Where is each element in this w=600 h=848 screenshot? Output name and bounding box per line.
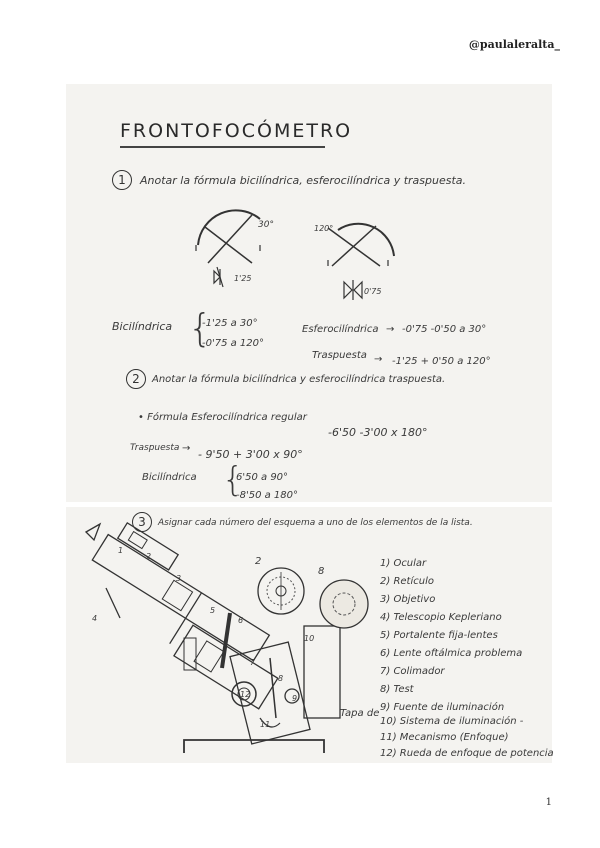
- answer-list-item-11: 11) Mecanismo (Enfoque): [380, 732, 509, 743]
- fig1-angle-label: 30°: [258, 220, 274, 230]
- ex1-esfero-value: -0'75 -0'50 a 30°: [402, 324, 487, 335]
- axis-line-b: [208, 215, 252, 263]
- axis-line-d: [332, 226, 376, 266]
- exercise-1-statement: Anotar la fórmula bicilíndrica, esferocilíndrica y traspuesta.: [140, 174, 467, 187]
- answer-list-item-4: 4) Telescopio Kepleriano: [380, 612, 502, 623]
- exercise-3-number: 3: [132, 512, 152, 532]
- diagram-label-4: 4: [92, 614, 98, 623]
- exercise-2-number: 2: [126, 369, 146, 389]
- ex1-traspuesta-arrow: →: [374, 354, 383, 365]
- title-underline: [120, 146, 325, 148]
- answer-list-item-6: 6) Lente oftálmica problema: [380, 648, 523, 659]
- ex1-esfero-arrow: →: [386, 324, 395, 335]
- answer-list-item-10: 10) Sistema de iluminación -: [380, 716, 524, 727]
- answer-list-item-9: 9) Fuente de iluminación: [380, 702, 505, 713]
- diagram-label-1: 1: [118, 546, 124, 555]
- answer-list-item-2: 2) Retículo: [380, 576, 434, 587]
- disk-label-8: 8: [318, 566, 325, 577]
- ex1-brace: {: [188, 306, 213, 350]
- diagram-label-6: 6: [238, 616, 244, 625]
- answer-list-item-3: 3) Objetivo: [380, 594, 436, 605]
- exercise-1-number: 1: [112, 170, 132, 190]
- answer-side-note: Tapa de: [340, 708, 380, 719]
- answer-list-item-8: 8) Test: [380, 684, 414, 695]
- page-number: 1: [545, 797, 552, 808]
- diagram-label-12: 12: [240, 690, 251, 699]
- ex1-esfero-label: Esferocilíndrica: [302, 324, 379, 335]
- ex1-bicilindrica-label: Bicilíndrica: [112, 320, 173, 333]
- answer-list-item-5: 5) Portalente fija-lentes: [380, 630, 498, 641]
- diagram-label-10: 10: [304, 634, 315, 643]
- ex1-traspuesta-value: -1'25 + 0'50 a 120°: [392, 356, 491, 367]
- fig2-angle-label: 120°: [314, 224, 334, 233]
- answer-list-item-1: 1) Ocular: [380, 558, 427, 569]
- exercise-3-statement: Asignar cada número del esquema a uno de los elementos de la lista.: [158, 518, 473, 528]
- disk-label-2: 2: [255, 556, 262, 567]
- ex1-bici-line1: -1'25 a 30°: [202, 318, 258, 329]
- fig2-power-label: 0'75: [364, 287, 382, 296]
- ex2-formula-label: • Fórmula Esferocilíndrica regular: [138, 412, 307, 423]
- eye-triangle-icon: [86, 524, 100, 540]
- diagram-label-5: 5: [210, 606, 216, 615]
- page-header-handle: @paulaleralta_: [468, 38, 560, 51]
- ex2-brace: {: [222, 460, 244, 500]
- ex1-traspuesta-label: Traspuesta: [312, 350, 367, 361]
- diagram-label-2: 2: [146, 552, 152, 561]
- reticle-disc: [256, 566, 306, 616]
- ex2-formula-value: -6'50 -3'00 x 180°: [328, 426, 428, 439]
- lens-symbol-2: [344, 282, 352, 298]
- ex2-bici-line2: -8'50 a 180°: [236, 490, 299, 501]
- page-title: FRONTOFOCÓMETRO: [120, 120, 353, 142]
- ex2-traspuesta-value: - 9'50 + 3'00 x 90°: [198, 448, 303, 461]
- diagram-label-8: 8: [278, 674, 284, 683]
- answer-list-item-12: 12) Rueda de enfoque de potencia: [380, 748, 554, 759]
- stand-base: [184, 740, 324, 753]
- ex2-traspuesta-arrow: →: [182, 443, 191, 454]
- diagram-label-9: 9: [292, 694, 298, 703]
- ex2-traspuesta-label: Traspuesta: [130, 443, 180, 453]
- diagram-label-3: 3: [176, 574, 182, 583]
- answer-list-item-7: 7) Colimador: [380, 666, 445, 677]
- fig1-power-label: 1'25: [234, 274, 252, 283]
- arc-120-degrees: [338, 224, 394, 256]
- ex1-bici-line2: -0'75 a 120°: [202, 338, 265, 349]
- lens-holder-disc: [222, 613, 230, 668]
- test-disc: [318, 578, 370, 630]
- diagram-label-11: 11: [260, 720, 271, 729]
- exercise-2-statement: Anotar la fórmula bicilíndrica y esferocilíndrica traspuesta.: [152, 374, 446, 385]
- ex2-bicilindrica-label: Bicilíndrica: [142, 472, 197, 483]
- ex2-bici-line1: 6'50 a 90°: [236, 472, 289, 483]
- diagram-label-7: 7: [250, 658, 256, 667]
